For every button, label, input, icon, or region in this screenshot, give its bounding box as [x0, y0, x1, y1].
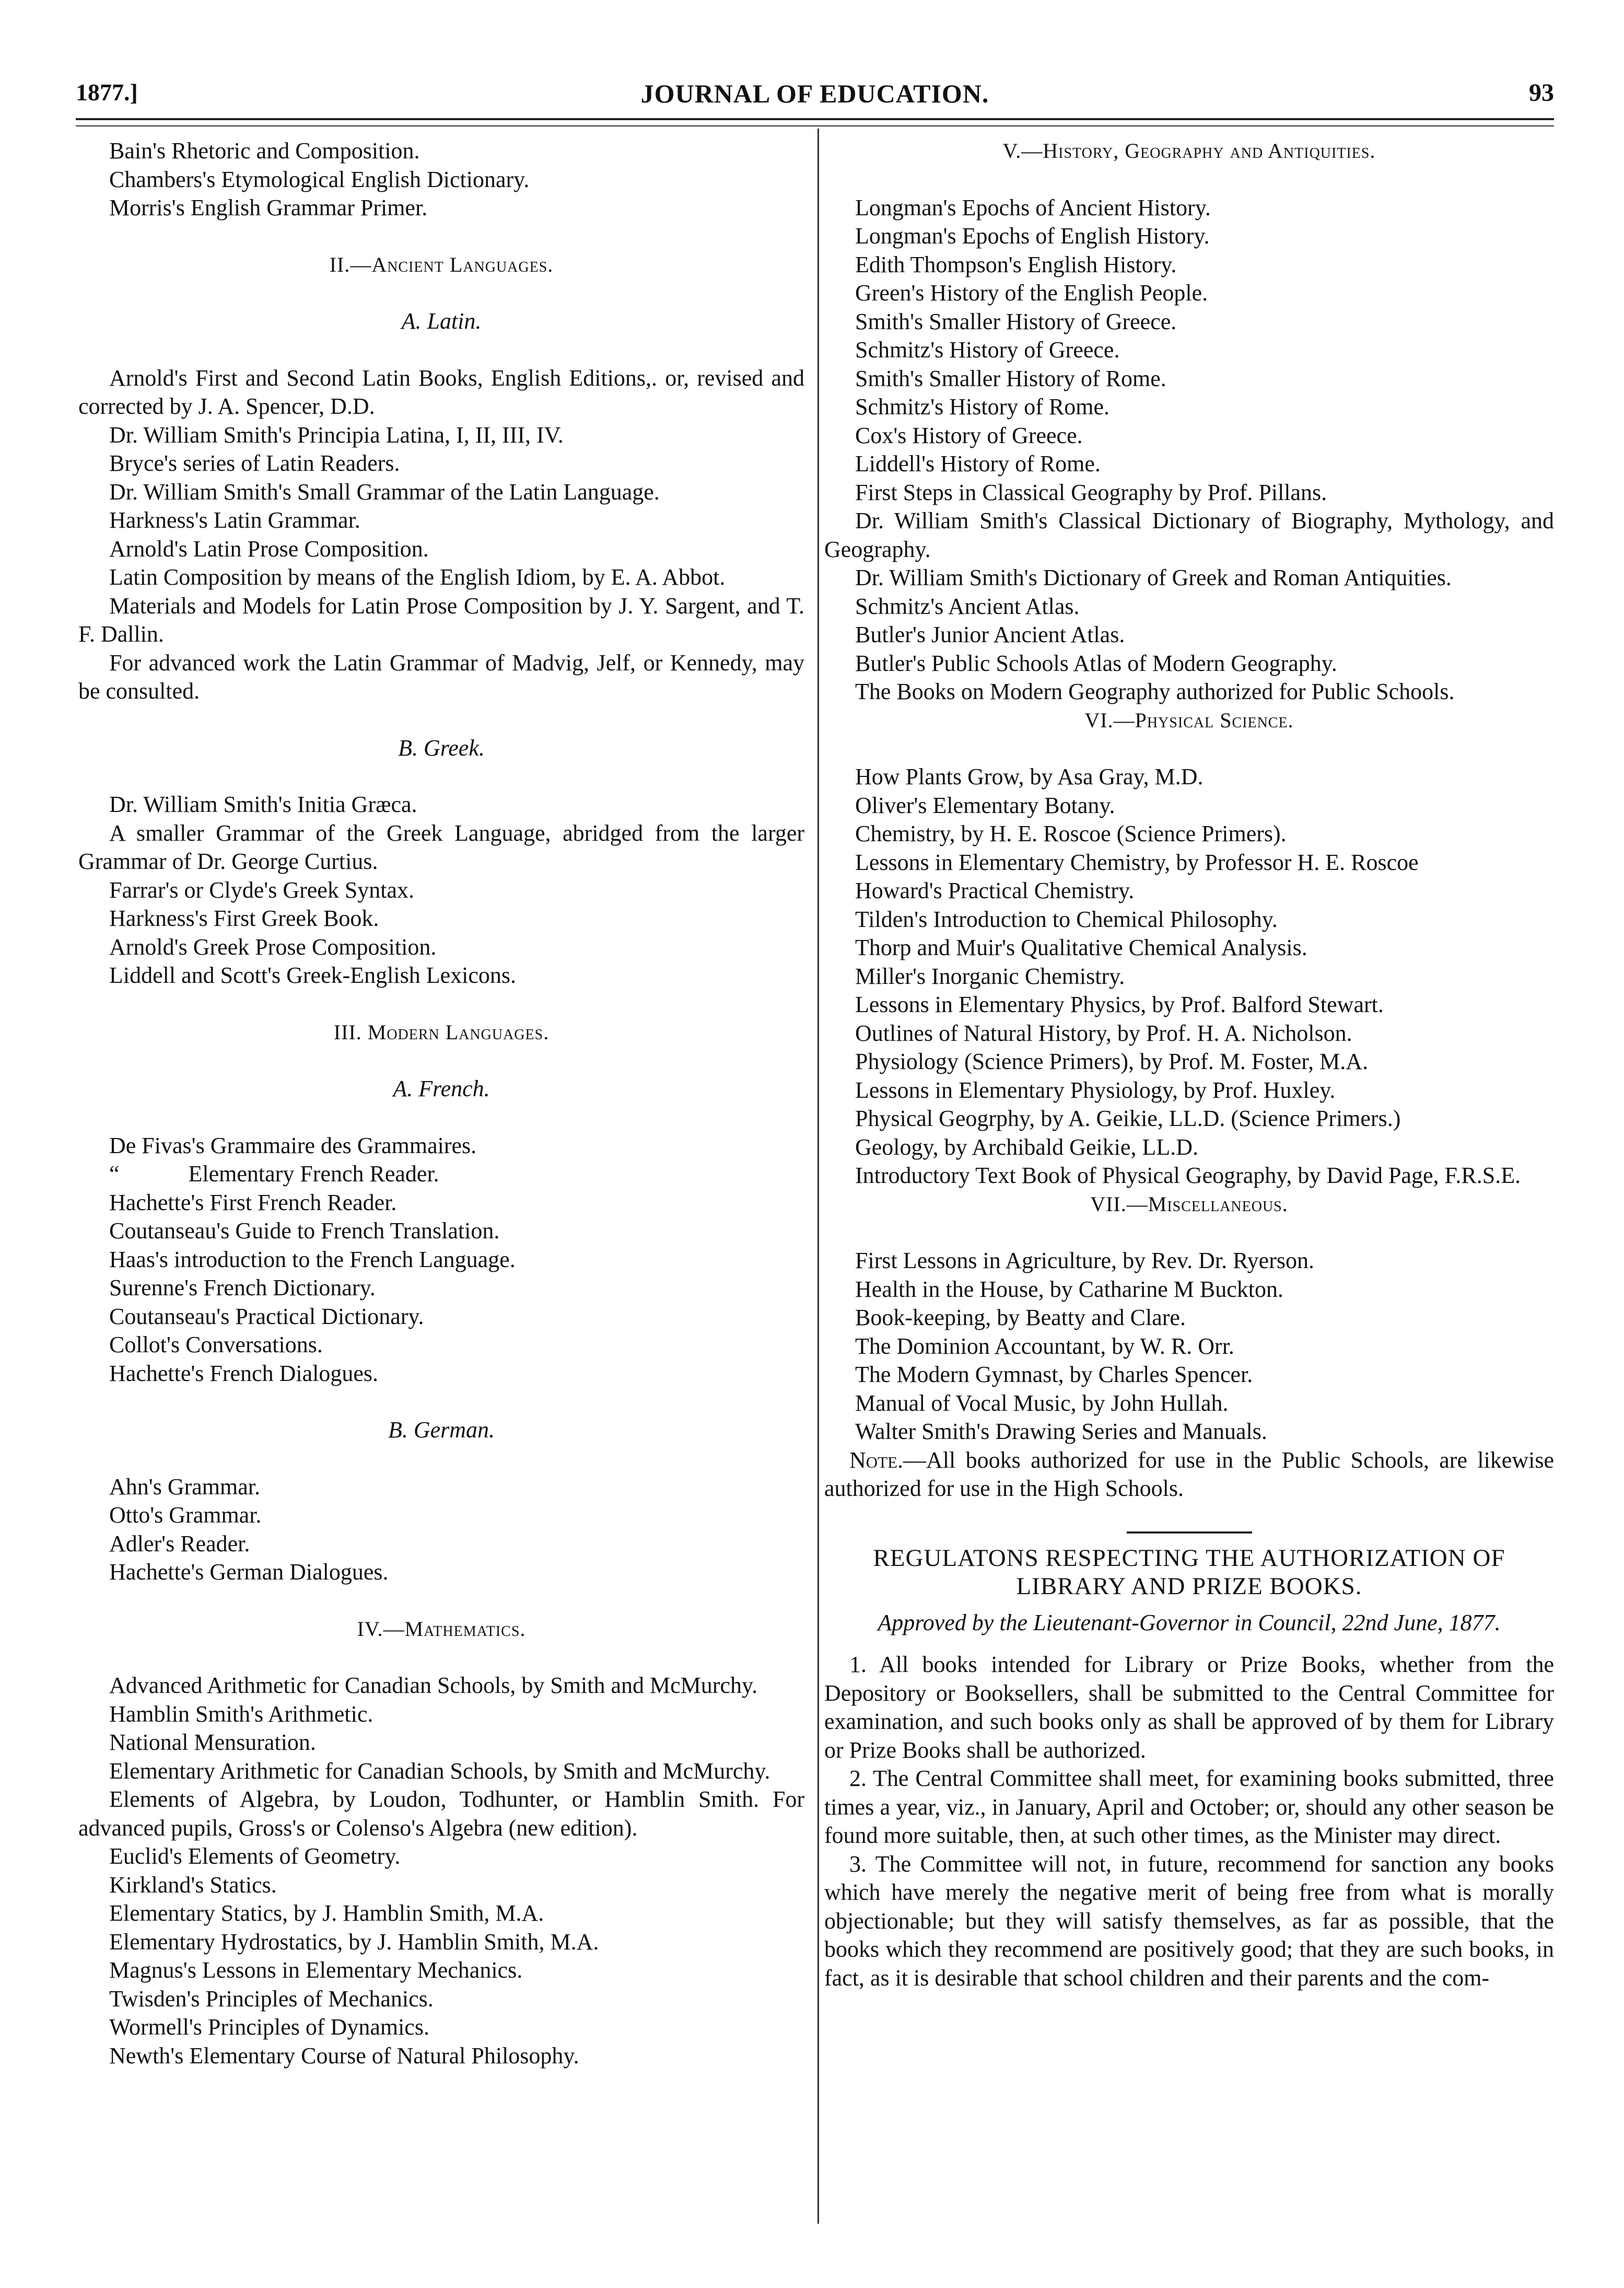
list-item: Hachette's French Dialogues.	[109, 1360, 378, 1386]
list-item: Newth's Elementary Course of Natural Philosophy.	[109, 2042, 579, 2069]
list-item: Elements of Algebra, by Loudon, Todhunter, or Hamblin Smith. For advanced pupils, Gross's or Colenso's Algebra (new edition).	[78, 1786, 804, 1841]
note-text: —All books authorized for use in the Public Schools, are likewise authorized for use in the High Schools.	[824, 1447, 1554, 1501]
section-heading-ancient-languages: II.—Ancient Languages.	[329, 252, 554, 276]
list-item: The Dominion Accountant, by W. R. Orr.	[855, 1333, 1234, 1359]
subheading-latin: A. Latin.	[401, 308, 482, 334]
section-heading-physical-science: VI.—Physical Science.	[1084, 708, 1294, 732]
list-item: Dr. William Smith's Initia Græca.	[109, 792, 417, 817]
math-list	[78, 1671, 804, 2070]
french-list	[78, 1132, 804, 1388]
list-item: Dr. William Smith's Dictionary of Greek and Roman Antiquities.	[855, 565, 1452, 590]
list-item: Ahn's Grammar.	[109, 1473, 260, 1500]
list-item: Chambers's Etymological English Dictionary.	[109, 166, 530, 192]
list-item: Hachette's First French Reader.	[109, 1189, 397, 1215]
misc-list	[824, 1247, 1554, 1446]
list-item: National Mensuration.	[109, 1729, 316, 1755]
section-heading-miscellaneous: VII.—Miscellaneous.	[1090, 1192, 1288, 1216]
list-item: 1. All books intended for Library or Prize Books, whether from the Depository or Booksellers, shall be submitted to the Central Committee for examination, and such books only as shall be approved of by them for Library or Prize Books shall be authorized.	[824, 1652, 1554, 1763]
header-rule-thick	[76, 118, 1554, 120]
list-item: Howard's Practical Chemistry.	[855, 878, 1135, 903]
list-item: Dr. William Smith's Classical Dictionary of Biography, Mythology, and Geography.	[824, 508, 1554, 562]
list-item: Book-keeping, by Beatty and Clare.	[855, 1305, 1186, 1330]
journal-title: JOURNAL OF EDUCATION.	[640, 79, 989, 108]
list-item: Dr. William Smith's Principia Latina, I, II, III, IV.	[109, 422, 564, 448]
running-head	[76, 78, 1554, 110]
note-label: Note.	[849, 1447, 904, 1473]
list-item: First Steps in Classical Geography by Prof. Pillans.	[855, 479, 1327, 505]
list-item: Longman's Epochs of Ancient History.	[855, 194, 1211, 220]
list-item: First Lessons in Agriculture, by Rev. Dr. Ryerson.	[855, 1248, 1314, 1273]
list-item: Physical Geogrphy, by A. Geikie, LL.D. (Science Primers.)	[855, 1106, 1401, 1131]
list-item: Lessons in Elementary Physics, by Prof. Balford Stewart.	[855, 992, 1384, 1017]
list-item: Kirkland's Statics.	[109, 1872, 277, 1898]
intro-list	[78, 137, 804, 223]
subheading-german: B. German.	[388, 1417, 495, 1443]
list-item: Coutanseau's Guide to French Translation.	[109, 1218, 500, 1244]
list-item: Green's History of the English People.	[855, 280, 1208, 306]
header-rule-thin	[76, 125, 1554, 126]
list-item: Chemistry, by H. E. Roscoe (Science Primers).	[855, 821, 1287, 846]
list-item: For advanced work the Latin Grammar of Madvig, Jelf, or Kennedy, may be consulted.	[78, 649, 804, 704]
list-item: Butler's Public Schools Atlas of Modern Geography.	[855, 650, 1337, 676]
list-item: Euclid's Elements of Geometry.	[109, 1843, 401, 1869]
list-item: Elementary Hydrostatics, by J. Hamblin Smith, M.A.	[109, 1929, 599, 1955]
list-item: Collot's Conversations.	[109, 1332, 323, 1357]
list-item: Adler's Reader.	[109, 1530, 250, 1557]
regulations-title: REGULATONS RESPECTING THE AUTHORIZATION OF LIBRARY AND PRIZE BOOKS.	[873, 1544, 1505, 1600]
list-item: Advanced Arithmetic for Canadian Schools, by Smith and McMurchy.	[109, 1673, 758, 1698]
list-item: Elementary Statics, by J. Hamblin Smith, M.A.	[109, 1900, 544, 1926]
list-item: Walter Smith's Drawing Series and Manuals.	[855, 1419, 1267, 1444]
list-item: Introductory Text Book of Physical Geography, by David Page, F.R.S.E.	[855, 1163, 1521, 1188]
list-item: Hamblin Smith's Arithmetic.	[109, 1701, 373, 1727]
list-item: Dr. William Smith's Small Grammar of the Latin Language.	[109, 479, 660, 505]
list-item: Smith's Smaller History of Greece.	[855, 308, 1177, 334]
subheading-greek: B. Greek.	[398, 735, 485, 761]
list-item: Geology, by Archibald Geikie, LL.D.	[855, 1134, 1198, 1160]
note-paragraph	[824, 1446, 1554, 1503]
list-item: Edith Thompson's English History.	[855, 251, 1177, 277]
list-item: Harkness's First Greek Book.	[109, 905, 379, 931]
list-item: Schmitz's Ancient Atlas.	[855, 593, 1080, 619]
list-item: Manual of Vocal Music, by John Hullah.	[855, 1390, 1229, 1416]
regulations-approval-line: Approved by the Lieutenant-Governor in Council, 22nd June, 1877.	[878, 1609, 1501, 1635]
list-item: 2. The Central Committee shall meet, for examining books submitted, three times a year, viz., in January, April and October; or, should any other season be found more suitable, then, at such other times, as the Minister may direct.	[824, 1766, 1554, 1848]
list-item: Cox's History of Greece.	[855, 422, 1083, 448]
list-item: Tilden's Introduction to Chemical Philosophy.	[855, 906, 1278, 932]
list-item: Otto's Grammar.	[109, 1502, 262, 1528]
greek-list	[78, 791, 804, 990]
list-item: Magnus's Lessons in Elementary Mechanics.	[109, 1957, 523, 1983]
list-item: Harkness's Latin Grammar.	[109, 507, 360, 533]
list-item: Physiology (Science Primers), by Prof. M. Foster, M.A.	[855, 1049, 1369, 1074]
list-item: Morris's English Grammar Primer.	[109, 195, 428, 220]
list-item: Farrar's or Clyde's Greek Syntax.	[109, 877, 415, 903]
list-item: Arnold's First and Second Latin Books, English Editions,. or, revised and corrected by J. A. Spencer, D.D.	[78, 365, 804, 419]
section-heading-mathematics: IV.—Mathematics.	[357, 1617, 526, 1641]
list-item: The Modern Gymnast, by Charles Spencer.	[855, 1362, 1253, 1387]
list-item: Oliver's Elementary Botany.	[855, 792, 1115, 818]
list-item: Schmitz's History of Greece.	[855, 337, 1120, 363]
right-column	[824, 137, 1554, 1992]
list-item: Liddell's History of Rome.	[855, 451, 1101, 477]
list-item: Liddell and Scott's Greek-English Lexicons.	[109, 962, 516, 988]
list-item: Arnold's Latin Prose Composition.	[109, 536, 429, 562]
list-item: How Plants Grow, by Asa Gray, M.D.	[855, 764, 1204, 789]
list-item: Miller's Inorganic Chemistry.	[855, 963, 1125, 989]
section-divider-rule	[1127, 1531, 1252, 1534]
list-item: Outlines of Natural History, by Prof. H. A. Nicholson.	[855, 1020, 1352, 1046]
list-item: The Books on Modern Geography authorized for Public Schools.	[855, 679, 1455, 704]
list-item: Surenne's French Dictionary.	[109, 1275, 376, 1300]
list-item: De Fivas's Grammaire des Grammaires.	[109, 1132, 477, 1158]
list-item: Bryce's series of Latin Readers.	[109, 450, 400, 476]
list-item: 3. The Committee will not, in future, recommend for sanction any books which have merely the negative merit of being free from what is morally objectionable; but they will satisfy themselves, as far as possible, that the books which they recommend are positively good; that they are such books, in fact, as it is desirable that school children and their parents and the com-	[824, 1851, 1554, 1991]
list-item: Elementary Arithmetic for Canadian Schools, by Smith and McMurchy.	[109, 1758, 770, 1784]
list-item: A smaller Grammar of the Greek Language, abridged from the larger Grammar of Dr. George Curtius.	[78, 820, 804, 874]
left-column	[78, 137, 804, 2070]
list-item: Lessons in Elementary Chemistry, by Professor H. E. Roscoe	[855, 849, 1419, 875]
column-divider	[817, 129, 819, 2224]
list-item: Longman's Epochs of English History.	[855, 223, 1210, 249]
list-item: Butler's Junior Ancient Atlas.	[855, 622, 1125, 647]
section-heading-history: V.—History, Geography and Antiquities.	[1002, 139, 1376, 162]
german-list	[78, 1473, 804, 1587]
list-item: Wormell's Principles of Dynamics.	[109, 2014, 429, 2040]
history-list	[824, 194, 1554, 706]
list-item: Bain's Rhetoric and Composition.	[109, 138, 420, 164]
list-item: Arnold's Greek Prose Composition.	[109, 934, 437, 960]
page-number: 93	[1529, 79, 1554, 107]
list-item: Twisden's Principles of Mechanics.	[109, 1985, 434, 2012]
list-item: Lessons in Elementary Physiology, by Prof. Huxley.	[855, 1077, 1336, 1103]
list-item: Hachette's German Dialogues.	[109, 1559, 389, 1585]
list-item: Materials and Models for Latin Prose Composition by J. Y. Sargent, and T. F. Dallin.	[78, 593, 804, 647]
regulations-list	[824, 1651, 1554, 1992]
section-heading-modern-languages: III. Modern Languages.	[333, 1020, 550, 1044]
list-item: Schmitz's History of Rome.	[855, 394, 1110, 420]
list-item: Thorp and Muir's Qualitative Chemical Analysis.	[855, 935, 1307, 960]
subheading-french: A. French.	[393, 1076, 490, 1101]
latin-list	[78, 364, 804, 706]
science-list	[824, 763, 1554, 1190]
list-item: Haas's introduction to the French Language.	[109, 1246, 516, 1272]
year-label: 1877.]	[76, 79, 138, 106]
list-item: Latin Composition by means of the English Idiom, by E. A. Abbot.	[109, 564, 726, 590]
list-item: Coutanseau's Practical Dictionary.	[109, 1303, 424, 1329]
list-item: “ Elementary French Reader.	[109, 1161, 439, 1187]
list-item: Health in the House, by Catharine M Buckton.	[855, 1276, 1283, 1302]
list-item: Smith's Smaller History of Rome.	[855, 365, 1166, 391]
